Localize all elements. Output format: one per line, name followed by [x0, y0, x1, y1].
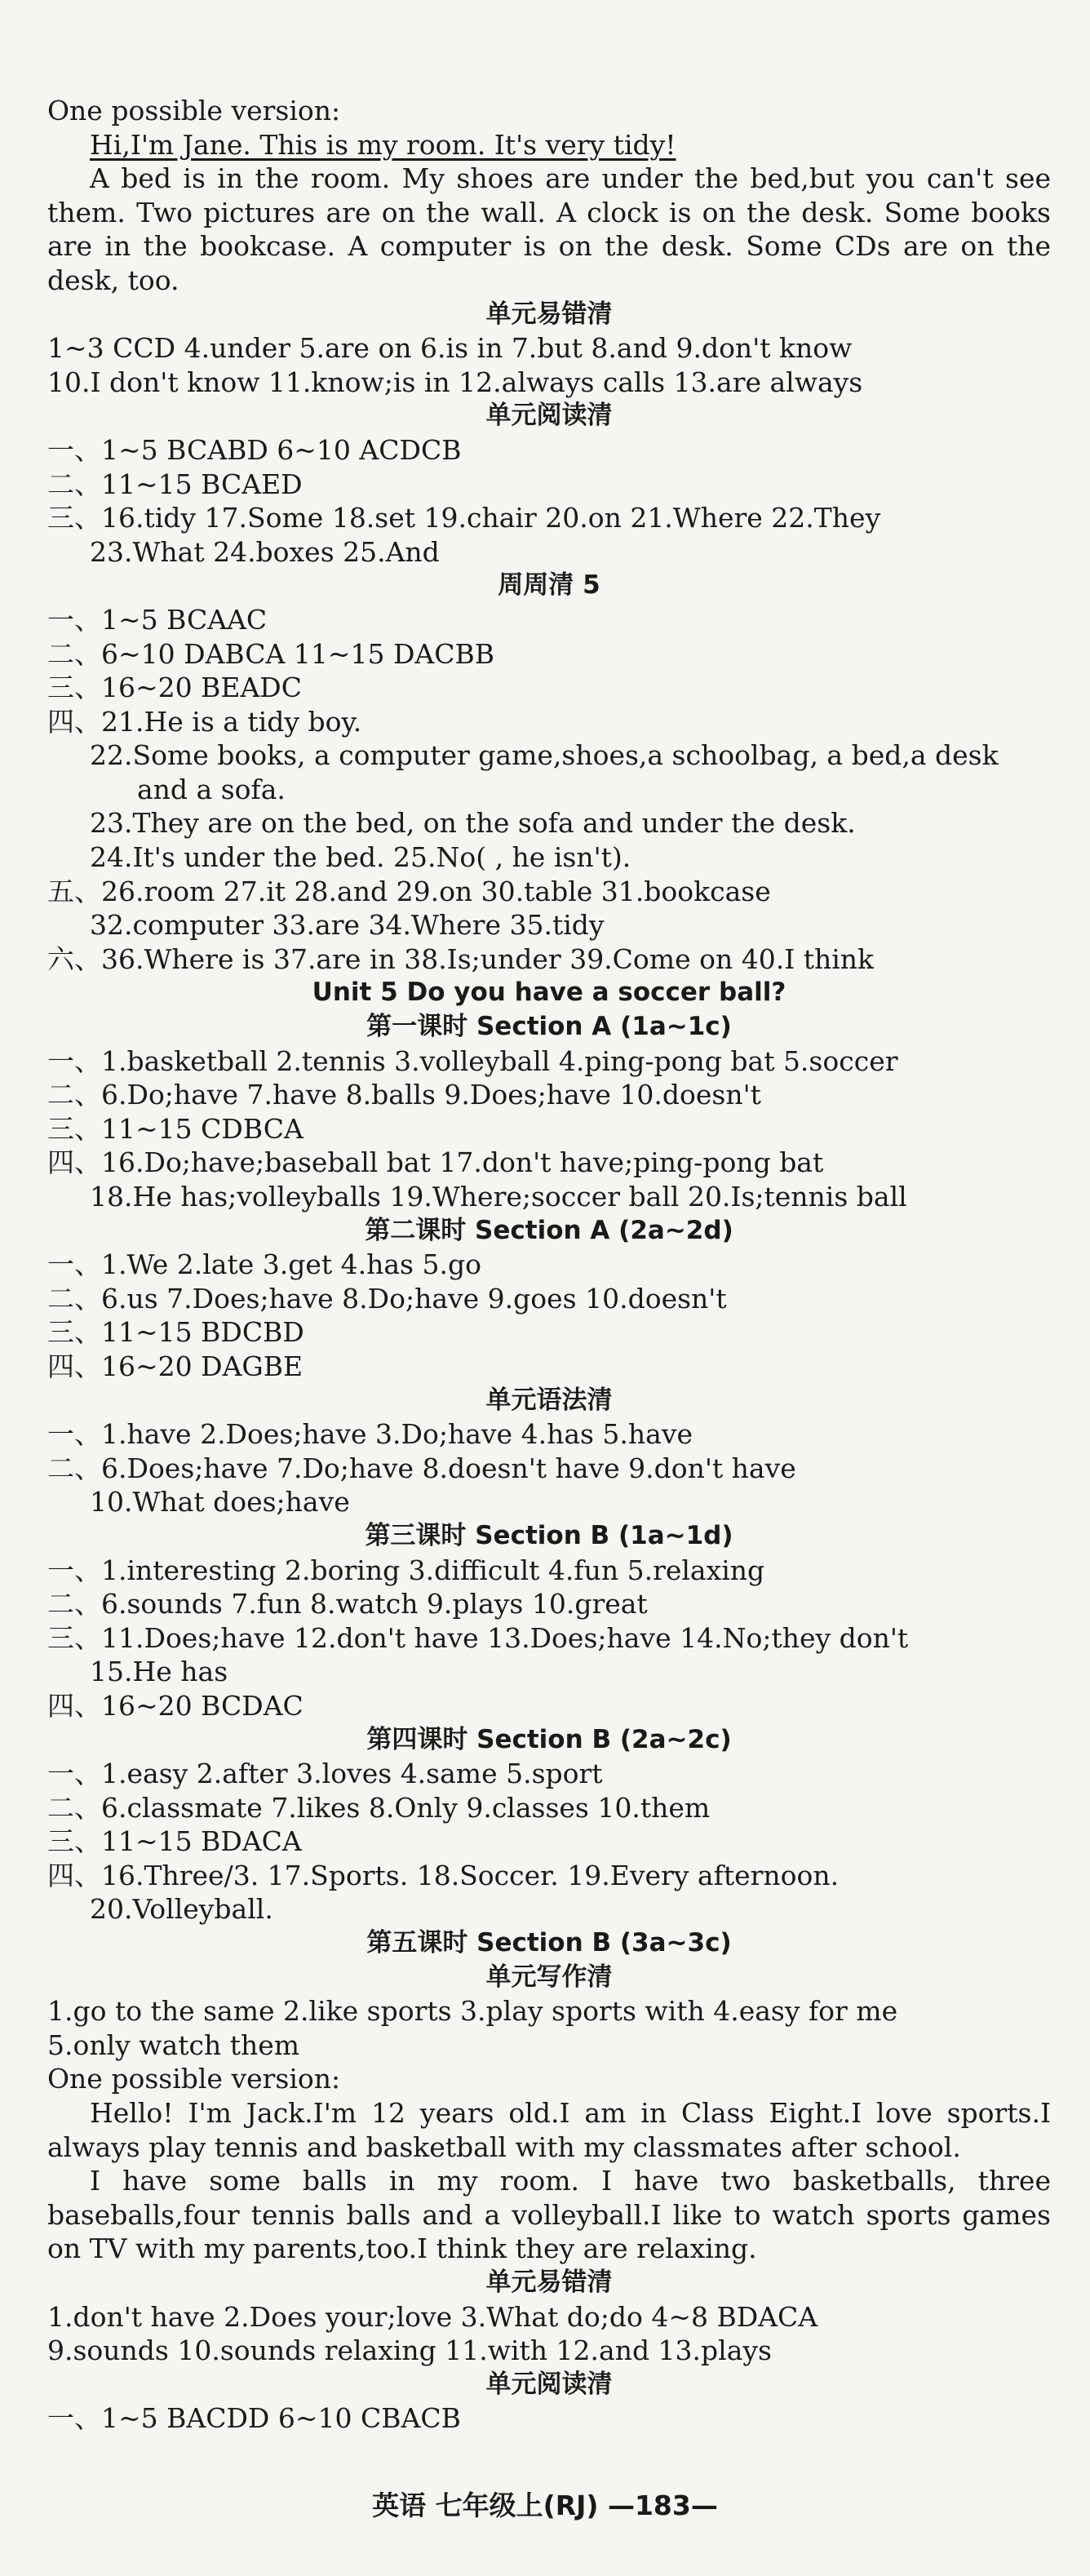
section-heading: 第三课时 Section B (1a~1d) — [365, 1520, 733, 1550]
answer-line: 三、16.tidy 17.Some 18.set 19.chair 20.on 21.Where 22.They — [47, 502, 881, 534]
answer-line: A bed is in the room. My shoes are under the bed,but you can't see — [90, 162, 1051, 195]
section-heading: Unit 5 Do you have a soccer ball? — [312, 978, 786, 1008]
answer-line: One possible version: — [47, 2063, 341, 2095]
answer-line: 1~3 CCD 4.under 5.are on 6.is in 7.but 8.and 9.don't know — [47, 332, 853, 365]
answer-line: 9.sounds 10.sounds relaxing 11.with 12.and 13.plays — [47, 2334, 772, 2367]
answer-line: 四、16.Three/3. 17.Sports. 18.Soccer. 19.Every afternoon. — [47, 1859, 840, 1891]
answer-line: 22.Some books, a computer game,shoes,a schoolbag, a bed,a desk — [90, 739, 999, 772]
section-heading: 第二课时 Section A (2a~2d) — [365, 1215, 733, 1245]
answer-line: Hi,I'm Jane. This is my room. It's very tidy! — [90, 128, 676, 161]
answer-line: 32.computer 33.are 34.Where 35.tidy — [90, 909, 605, 942]
answer-line: 二、6~10 DABCA 11~15 DACBB — [47, 637, 495, 670]
answer-line: 18.He has;volleyballs 19.Where;soccer ball 20.Is;tennis ball — [90, 1181, 907, 1213]
answer-line: 一、1.easy 2.after 3.loves 4.same 5.sport — [47, 1758, 603, 1790]
answer-line: are in the bookcase. A computer is on the desk. Some CDs are on the — [47, 230, 1051, 263]
answer-line: 一、1.have 2.Does;have 3.Do;have 4.has 5.have — [47, 1418, 693, 1451]
answer-line: 二、6.us 7.Does;have 8.Do;have 9.goes 10.doesn't — [47, 1282, 727, 1315]
answer-line: 15.He has — [90, 1656, 228, 1688]
answer-line: 20.Volleyball. — [90, 1893, 273, 1926]
answer-line: 1.don't have 2.Does your;love 3.What do;do 4~8 BDACA — [47, 2300, 818, 2333]
answer-line: on TV with my parents,too.I think they are relaxing. — [47, 2232, 757, 2265]
answer-line: 三、11~15 CDBCA — [47, 1112, 304, 1145]
answer-line: 三、11~15 BDCBD — [47, 1316, 304, 1349]
answer-line: 24.It's under the bed. 25.No( , he isn't). — [90, 841, 631, 874]
answer-line: 5.only watch them — [47, 2028, 300, 2061]
answer-line: 一、1~5 BACDD 6~10 CBACB — [47, 2402, 461, 2435]
answer-line: I have some balls in my room. I have two basketballs, three — [90, 2165, 1051, 2197]
answer-line: 二、11~15 BCAED — [47, 468, 303, 500]
answer-line: them. Two pictures are on the wall. A clock is on the desk. Some books — [47, 196, 1051, 228]
answer-line: and a sofa. — [137, 773, 286, 805]
answer-line: 一、1~5 BCAAC — [47, 603, 268, 636]
section-heading: 第一课时 Section A (1a~1c) — [366, 1012, 732, 1042]
answer-line: baseballs,four tennis balls and a volleyball.I like to watch sports games — [47, 2198, 1051, 2231]
answer-line: 二、6.Does;have 7.Do;have 8.doesn't have 9.don't have — [47, 1452, 796, 1484]
answer-line: desk, too. — [47, 264, 179, 296]
answer-line: 六、36.Where is 37.are in 38.Is;under 39.Come on 40.I think — [47, 942, 875, 975]
answer-line: 四、16.Do;have;baseball bat 17.don't have;ping-pong bat — [47, 1146, 824, 1179]
answer-line: 三、11~15 BDACA — [47, 1825, 302, 1858]
answer-line: 五、26.room 27.it 28.and 29.on 30.table 31.bookcase — [47, 875, 771, 907]
section-heading: 单元阅读清 — [485, 401, 613, 431]
answer-line: 1.go to the same 2.like sports 3.play sports with 4.easy for me — [47, 1995, 898, 2028]
answer-line: 23.They are on the bed, on the sofa and under the desk. — [90, 807, 856, 840]
section-heading: 第五课时 Section B (3a~3c) — [366, 1928, 732, 1958]
answer-line: 一、1.We 2.late 3.get 4.has 5.go — [47, 1248, 481, 1281]
answer-line: 四、16~20 DAGBE — [47, 1350, 304, 1382]
answer-line: 二、6.classmate 7.likes 8.Only 9.classes 10.them — [47, 1791, 711, 1824]
answer-line: 三、16~20 BEADC — [47, 672, 303, 704]
answer-line: always play tennis and basketball with my classmates after school. — [47, 2130, 961, 2163]
answer-line: 一、1~5 BCABD 6~10 ACDCB — [47, 433, 462, 466]
answer-content — [47, 94, 1051, 2436]
answer-line: 四、16~20 BCDAC — [47, 1689, 304, 1722]
answer-line: 10.What does;have — [90, 1486, 350, 1519]
section-heading: 单元语法清 — [485, 1385, 613, 1415]
section-heading: 周周清 5 — [498, 570, 600, 601]
answer-line: Hello! I'm Jack.I'm 12 years old.I am in Class Eight.I love sports.I — [90, 2097, 1051, 2130]
answer-line: 四、21.He is a tidy boy. — [47, 705, 362, 738]
answer-line: 一、1.basketball 2.tennis 3.volleyball 4.ping-pong bat 5.soccer — [47, 1044, 898, 1077]
page-footer: 英语 七年级上(RJ) —183— — [372, 2490, 718, 2521]
section-heading: 第四课时 Section B (2a~2c) — [366, 1724, 732, 1754]
section-heading: 单元写作清 — [485, 1962, 613, 1992]
answer-line: 10.I don't know 11.know;is in 12.always calls 13.are always — [47, 366, 863, 398]
answer-line: 一、1.interesting 2.boring 3.difficult 4.fun 5.relaxing — [47, 1554, 765, 1586]
section-heading: 单元易错清 — [485, 2268, 613, 2297]
answer-line: One possible version: — [47, 95, 341, 126]
answer-line: 三、11.Does;have 12.don't have 13.Does;have 14.No;they don't — [47, 1621, 909, 1654]
answer-line: 二、6.Do;have 7.have 8.balls 9.Does;have 10.doesn't — [47, 1079, 761, 1111]
answer-line: 23.What 24.boxes 25.And — [90, 535, 440, 568]
section-heading: 单元阅读清 — [485, 2369, 613, 2399]
section-heading: 单元易错清 — [485, 299, 613, 329]
answer-line: 二、6.sounds 7.fun 8.watch 9.plays 10.great — [47, 1588, 648, 1621]
